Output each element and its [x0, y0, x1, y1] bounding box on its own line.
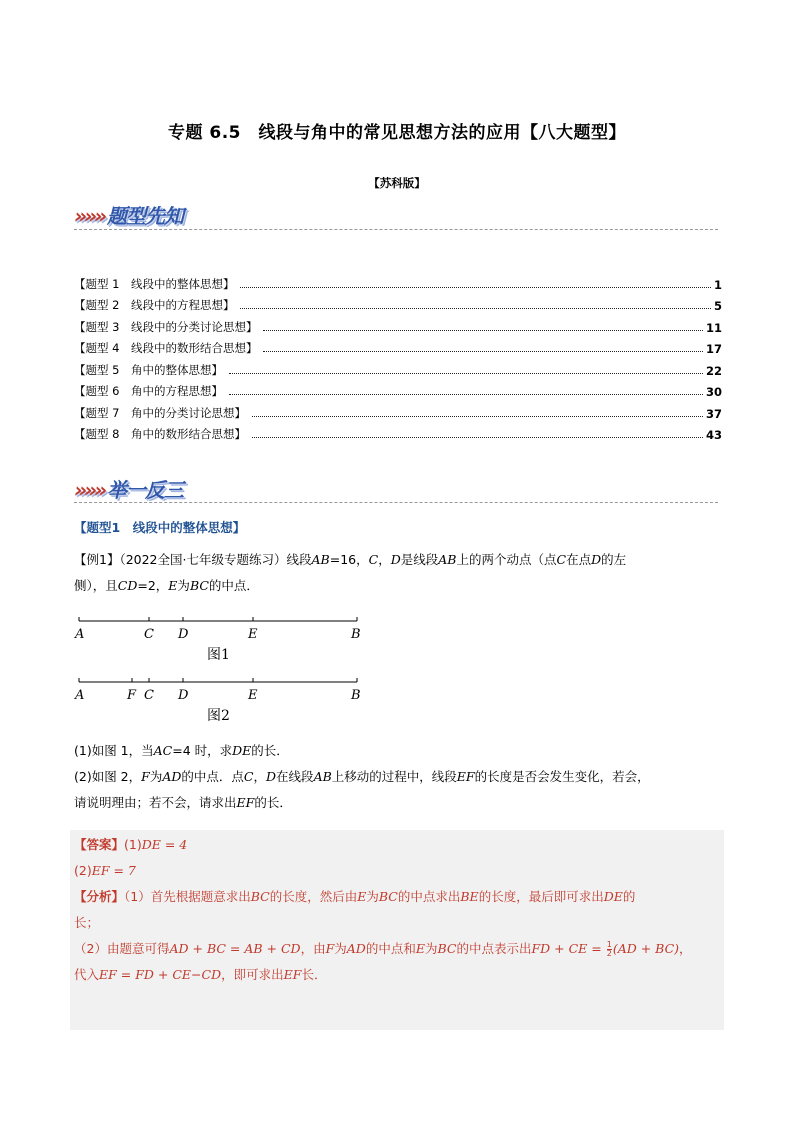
banner-text: 举一反三: [107, 478, 183, 502]
leader-dots: [252, 416, 703, 417]
figure-1: [70, 612, 370, 668]
leader-dots: [252, 437, 703, 438]
example-problem: [74, 547, 722, 599]
question-2-cont: 请说明理由；若不会，请求出EF的长．: [74, 795, 292, 810]
toc-item-3[interactable]: 【题型 3 线段中的分类讨论思想】 11: [74, 319, 722, 335]
analysis-line-1: 【分析】（1）首先根据题意求出BC的长度，然后由E为BC的中点求出BE的长度，最后即可求出DE的: [74, 889, 636, 904]
example-line-2: 侧），且CD=2，E为BC的中点．: [74, 578, 259, 593]
leader-dots: [263, 330, 703, 331]
leader-dots: [240, 308, 711, 309]
analysis-tag: 【分析】: [74, 889, 125, 904]
question-2: (2)如图 2，F为AD的中点．点C，D在线段AB上移动的过程中，线段EF的长度是否会发生变化，若会，: [74, 769, 650, 784]
point-label-b: B: [351, 688, 361, 703]
analysis-line-3: （2）由题意可得AD + BC = AB + CD，由F为AD的中点和E为BC的中点表示出FD + CE = $\frac{1}{2}$ (AD + BC)，: [74, 940, 692, 958]
leader-dots: [240, 287, 711, 288]
analysis-line-2: 长；: [74, 915, 100, 930]
table-of-contents: [74, 270, 722, 442]
divider: [74, 502, 718, 503]
answer-block: [74, 832, 722, 988]
figure-2: [70, 673, 370, 729]
example-line-1: 【例1】（2022全国·七年级专题练习）线段AB=16，C，D是线段AB上的两个动点（点C在点D的左: [74, 552, 627, 567]
divider: [74, 229, 718, 230]
point-label-a: A: [75, 688, 85, 703]
toc-item-1[interactable]: 【题型 1 线段中的整体思想】 1: [74, 276, 722, 292]
point-label-b: B: [351, 627, 361, 642]
point-label-e: E: [248, 688, 258, 703]
edition-subtitle: 【苏科版】: [368, 176, 426, 190]
chevron-icon: »»»: [74, 204, 104, 228]
leader-dots: [229, 394, 703, 395]
figure-caption: 图2: [207, 708, 230, 724]
answer-tag: 【答案】: [74, 837, 125, 852]
toc-item-5[interactable]: 【题型 5 角中的整体思想】 22: [74, 362, 722, 378]
point-label-c: C: [144, 627, 154, 642]
toc-item-6[interactable]: 【题型 6 角中的方程思想】 30: [74, 384, 722, 399]
toc-item-8[interactable]: 【题型 8 角中的数形结合思想】 43: [74, 427, 722, 442]
question-block: [74, 738, 722, 816]
point-label-d: D: [178, 688, 189, 703]
point-label-a: A: [75, 627, 85, 642]
question-1: (1)如图 1，当AC=4 时，求DE的长．: [74, 743, 289, 758]
banner-text: 题型先知: [107, 204, 183, 228]
leader-dots: [263, 351, 703, 352]
chevron-icon: »»»: [74, 478, 104, 502]
figure-caption: 图1: [207, 647, 230, 663]
leader-dots: [229, 373, 703, 374]
point-label-f: F: [127, 688, 137, 703]
point-label-c: C: [144, 688, 154, 703]
analysis-line-4: 代入EF = FD + CE−CD，即可求出EF长．: [74, 967, 327, 982]
page-title: 专题 6.5 线段与角中的常见思想方法的应用【八大题型】: [167, 123, 627, 143]
toc-item-2[interactable]: 【题型 2 线段中的方程思想】 5: [74, 298, 722, 313]
banner-examples: [74, 474, 183, 503]
section-heading: 【题型1 线段中的整体思想】: [74, 520, 246, 535]
answer-line-1: 【答案】(1)DE = 4: [74, 837, 188, 852]
banner-type-preview: [74, 200, 183, 229]
point-label-e: E: [248, 627, 258, 642]
toc-item-7[interactable]: 【题型 7 角中的分类讨论思想】 37: [74, 405, 722, 421]
toc-item-4[interactable]: 【题型 4 线段中的数形结合思想】 17: [74, 341, 722, 356]
fraction: $\frac{1}{2}$: [606, 940, 612, 958]
point-label-d: D: [178, 627, 189, 642]
answer-line-2: (2)EF = 7: [74, 863, 136, 878]
